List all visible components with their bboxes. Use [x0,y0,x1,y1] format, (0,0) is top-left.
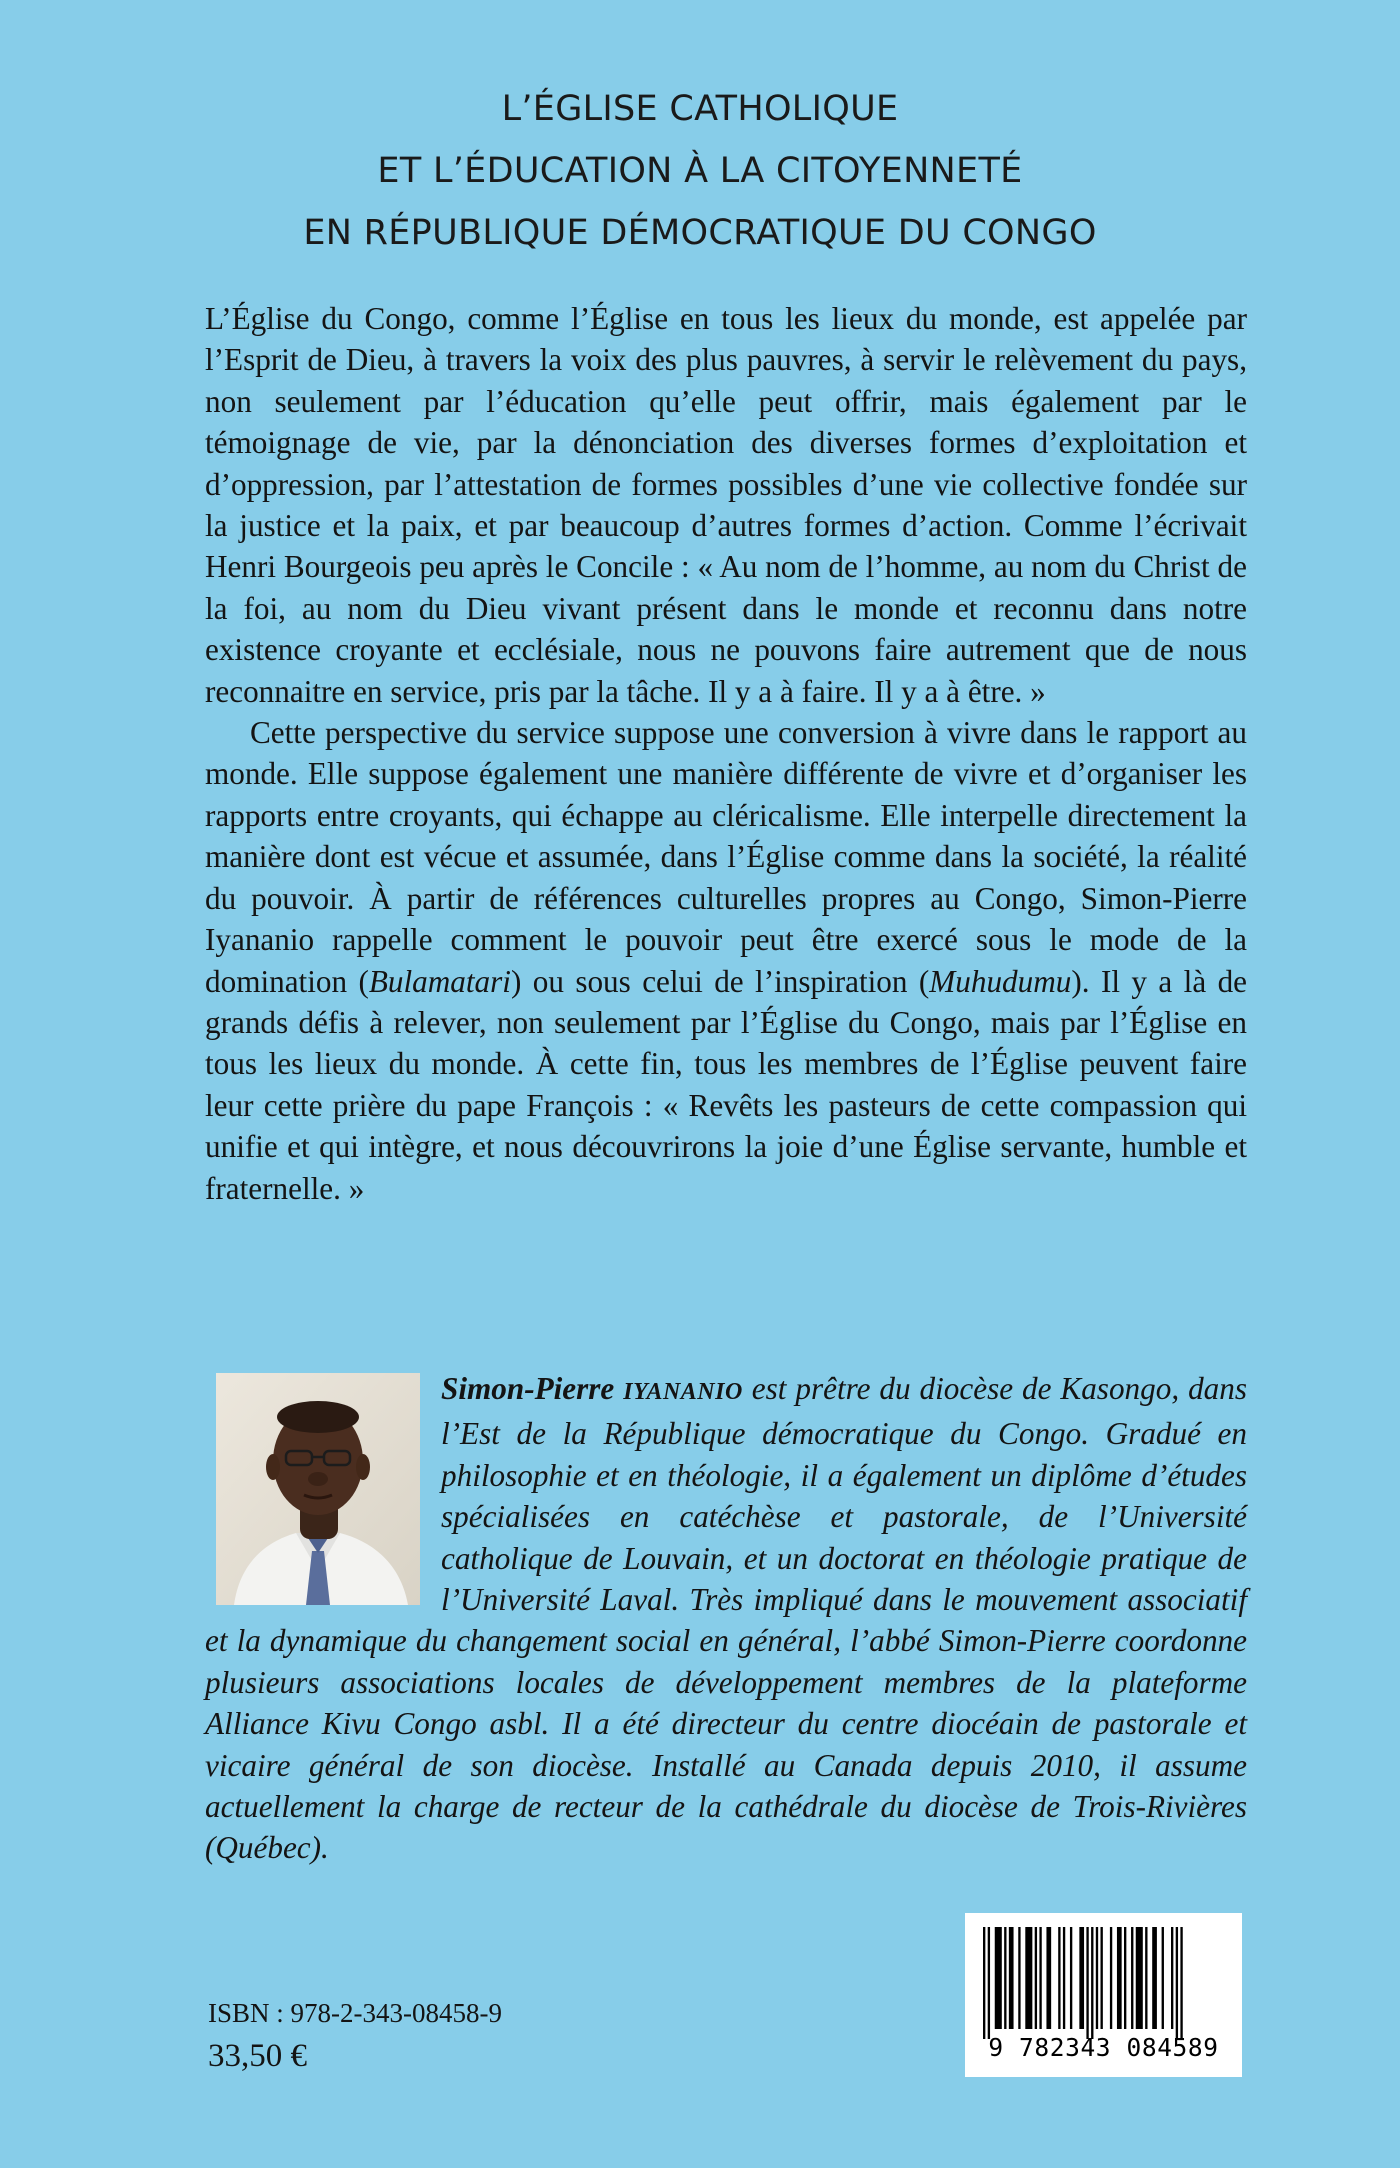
barcode-bar [1171,1927,1173,2029]
barcode-bar [1058,1927,1060,2029]
author-first-name: Simon-Pierre [441,1371,624,1406]
barcode-bar [1152,1927,1157,2029]
barcode-bar [1091,1927,1093,2039]
term-bulamatari: Bulamatari [368,963,511,999]
author-bio-text: est prêtre du diocèse de Kasongo, dans l’Est de la République démocratique du Congo. Gradué en philosophie et en théologie, il a également un diplôme d’études spécialisées en catéchèse et pastorale, de l’Université catholique de Louvain, et un doctorat en théologie pratique de l’Université Laval. Très impliqué dans le mouvement associatif et la dynamique du changement social en général, l’abbé Simon-Pierre coordonne plusieurs associations locales de développement membres de la plateforme Alliance Kivu Congo asbl. Il a été directeur du centre diocéain de pastorale et vicaire général de son diocèse. Installé au Canada depuis 2010, il assume actuellement la charge de recteur de la cathédrale du diocèse de Trois-Rivières (Québec). [205,1371,1247,1866]
blurb-paragraph-2-part-a: Cette perspective du service suppose une conversion à vivre dans le rapport au monde. Elle suppose également une manière différente de vivre et d’organiser les rapports entre croyants, qui échappe au cléricalisme. Elle interpelle directement la manière dont est vécue et assumée, dans l’Église comme dans la société, la réalité du pouvoir. À partir de références culturelles propres au Congo, Simon-Pierre Iyananio rappelle comment le pouvoir peut être exercé sous le mode de la domination ( [205,715,1247,999]
barcode-bar [1079,1927,1084,2029]
price: 33,50 € [208,2038,307,2074]
barcode-bar [995,1927,1002,2029]
barcode-bar [1124,1927,1126,2029]
author-last-name: IYANANIO [623,1379,743,1405]
blurb-paragraph-2-part-b: ) ou sous celui de l’inspiration ( [510,963,930,999]
author-name [441,1371,743,1406]
blurb-paragraph-1: L’Église du Congo, comme l’Église en tous les lieux du monde, est appelée par l’Esprit de Dieu, à travers la voix des plus pauvres, à servir le relèvement du pays, non seulement par l’éducation qu’elle peut offrir, mais également par le témoignage de vie, par la dénonciation des diverses formes d’exploitation et d’oppression, par l’attestation de formes possibles d’une vie collective fondée sur la justice et la paix, et par beaucoup d’autres formes d’action. Comme l’écrivait Henri Bourgeois peu après le Concile : « Au nom de l’homme, au nom du Christ de la foi, au nom du Dieu vivant présent dans le monde et reconnu dans notre existence croyante et ecclésiale, nous ne pouvons faire autrement que de nous reconnaitre en service, pris par la tâche. Il y a à faire. Il y a à être. » [205,301,1247,709]
photo-float-spacer [205,1368,441,1614]
barcode-bar [1162,1927,1164,2029]
book-title [0,78,1400,264]
barcode-bar [1086,1927,1088,2039]
barcode-bar [1117,1927,1122,2029]
barcode-bar [1018,1927,1020,2029]
blurb-paragraph-2-part-c: ). Il y a là de grands défis à relever, non seulement par l’Église du Congo, mais par l’Église en tous les lieux du monde. À cette fin, tous les membres de l’Église peuvent faire leur cette prière du pape François : « Revêts les pasteurs de cette compassion qui unifie et qui intègre, et nous découvrirons la joie d’une Église servante, humble et fraternelle. » [205,963,1247,1206]
title-line-2: ET L’ÉDUCATION À LA CITOYENNETÉ [377,151,1023,191]
barcode-bar [1046,1927,1051,2029]
barcode-bar [1025,1927,1032,2029]
barcode-bar [1009,1927,1014,2029]
isbn: ISBN : 978-2-343-08458-9 [208,1998,502,2028]
barcode-bar [1136,1927,1143,2029]
blurb-paragraph-2 [205,712,1247,1209]
barcode-bar [983,1927,985,2039]
barcode-bar [1176,1927,1178,2039]
barcode-bar [1145,1927,1147,2029]
barcode-bar [1110,1927,1112,2029]
title-line-3: EN RÉPUBLIQUE DÉMOCRATIQUE DU CONGO [303,213,1097,253]
barcode-bar [1004,1927,1006,2029]
barcode-bar [1131,1927,1133,2029]
barcode-bar [988,1927,990,2039]
term-muhudumu: Muhudumu [929,963,1072,999]
author-bio [205,1368,1247,1869]
barcode-bar [1063,1927,1065,2029]
barcode [965,1913,1242,2077]
barcode-bar [1070,1927,1072,2029]
barcode-digits: 9 782343 084589 [988,2033,1219,2062]
barcode-bar [1039,1927,1041,2029]
barcode-bar [1180,1927,1182,2039]
blurb [205,298,1247,1209]
barcode-bar [1101,1927,1103,2029]
barcode-bar [1035,1927,1037,2029]
barcode-bar [1096,1927,1098,2029]
title-line-1: L’ÉGLISE CATHOLIQUE [501,89,899,129]
